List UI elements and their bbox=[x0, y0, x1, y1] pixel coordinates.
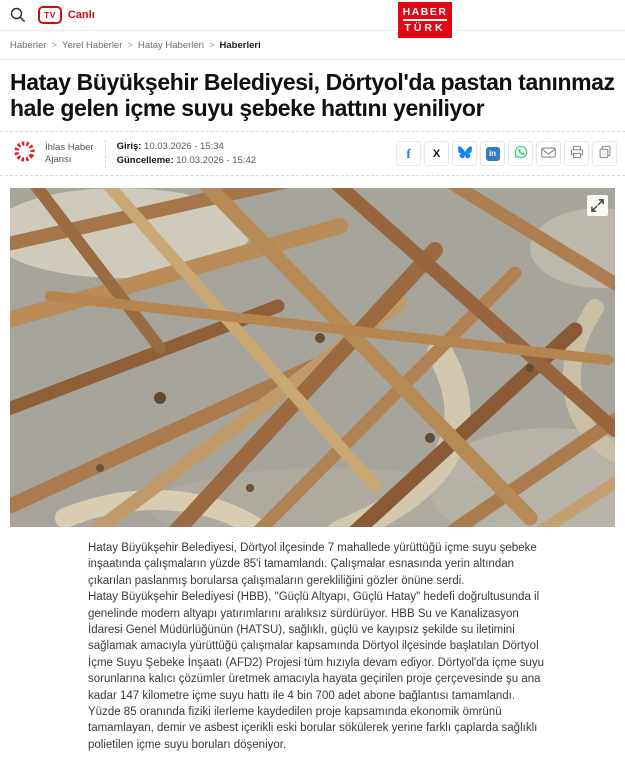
headline-section bbox=[0, 60, 625, 132]
logo-line1: HABER bbox=[403, 6, 448, 21]
share-print-button[interactable] bbox=[564, 141, 589, 166]
article-dates bbox=[117, 140, 256, 167]
breadcrumb-separator: > bbox=[127, 39, 133, 51]
article-paragraph: Hatay Büyükşehir Belediyesi (HBB), "Güçlü Altyapı, Güçlü Hatay" hedefi doğrultusunda il genelinde modern altyapı yatırımlarını aralıksız sürdürüyor. HBB Su ve Kanalizasyon İdaresi Genel Müdürlüğünün (HATSU), sağlıklı, güçlü ve kayıpsız şekilde su iletimini sağlamak amacıyla yürüttüğü çalışmalar kapsamında Dörtyol ilçesinde başlatılan Dörtyol İçme Suyu Şebeke İnşaatı (AFD2) Projesi tüm hızıyla devam ediyor. Dörtyol'da içme suyu sorunlarına kalıcı çözümler üretmek amacıyla hayata geçirilen proje çerçevesinde şu ana kadar 147 kilometre içme suyu hattı ile 4 bin 700 adet abone bağlantısı tamamlandı. Yüzde 85 oranında fiziki ilerleme kaydedilen proje kapsamında ekonomik ömrünü tamamlayan, demir ve asbest içerikli eski borular sökülerek yerine farklı çaplarda sağlıklı polietilen içme suyu boruları döşeniyor. bbox=[88, 591, 544, 751]
facebook-icon: f bbox=[406, 145, 411, 161]
live-tv-link[interactable] bbox=[38, 6, 95, 24]
tv-icon: TV bbox=[38, 6, 62, 24]
breadcrumb-item-yerel-haberler[interactable]: Yerel Haberler bbox=[62, 39, 123, 51]
copy-icon bbox=[598, 145, 612, 162]
live-label: Canlı bbox=[67, 9, 95, 21]
share-x-button[interactable] bbox=[424, 141, 449, 166]
print-icon bbox=[570, 145, 584, 162]
article-body bbox=[88, 540, 546, 753]
breadcrumb-item-current[interactable]: Haberleri bbox=[219, 39, 261, 51]
article-title: Hatay Büyükşehir Belediyesi, Dörtyol'da pastan tanınmaz hale gelen içme suyu şebeke hattını yeniliyor bbox=[10, 69, 615, 121]
breadcrumb-item-hatay-haberleri[interactable]: Hatay Haberleri bbox=[137, 39, 204, 51]
top-bar bbox=[0, 0, 625, 34]
share-email-button[interactable] bbox=[536, 141, 561, 166]
bluesky-icon bbox=[458, 146, 472, 162]
share-whatsapp-button[interactable] bbox=[508, 141, 533, 166]
expand-image-button[interactable] bbox=[587, 195, 608, 216]
entry-date: Giriş: 10.03.2026 - 15:34 bbox=[116, 141, 224, 152]
vertical-divider bbox=[105, 140, 106, 168]
update-date: Güncelleme: 10.03.2026 - 15:42 bbox=[116, 154, 257, 166]
share-linkedin-button[interactable] bbox=[480, 141, 505, 166]
search-icon[interactable] bbox=[10, 6, 28, 24]
x-icon: X bbox=[432, 147, 441, 160]
logo-line2: TÜRK bbox=[404, 22, 446, 34]
source-name: İhlas Haber Ajansı bbox=[45, 141, 94, 165]
breadcrumb-separator: > bbox=[51, 39, 57, 51]
iha-agency-logo-icon bbox=[12, 139, 37, 169]
email-icon bbox=[541, 146, 556, 162]
breadcrumb-item-haberler[interactable]: Haberler bbox=[10, 39, 47, 51]
share-bar bbox=[396, 141, 617, 166]
breadcrumb-separator: > bbox=[208, 39, 215, 51]
breadcrumb bbox=[0, 31, 625, 60]
byline-bar bbox=[0, 132, 625, 176]
share-facebook-button[interactable] bbox=[396, 141, 421, 166]
share-bluesky-button[interactable] bbox=[452, 141, 477, 166]
share-copy-link-button[interactable] bbox=[592, 141, 617, 166]
article-photo bbox=[10, 188, 615, 527]
haberturk-logo[interactable] bbox=[398, 2, 452, 38]
whatsapp-icon bbox=[514, 145, 528, 162]
article-paragraph: Hatay Büyükşehir Belediyesi, Dörtyol ilçesinde 7 mahallede yürüttüğü içme suyu şebeke inşaatında çalışmaların yüzde 85'i tamamlandı. Çalışmalar esnasında yerin altından çıkarılan paslanmış borularsa çalışmaların gerekliliğini gözler önüne serdi. bbox=[88, 542, 537, 587]
news-agency[interactable] bbox=[12, 139, 94, 169]
rusty-pipes-photo-illustration bbox=[10, 188, 615, 527]
linkedin-icon: in bbox=[486, 147, 500, 161]
